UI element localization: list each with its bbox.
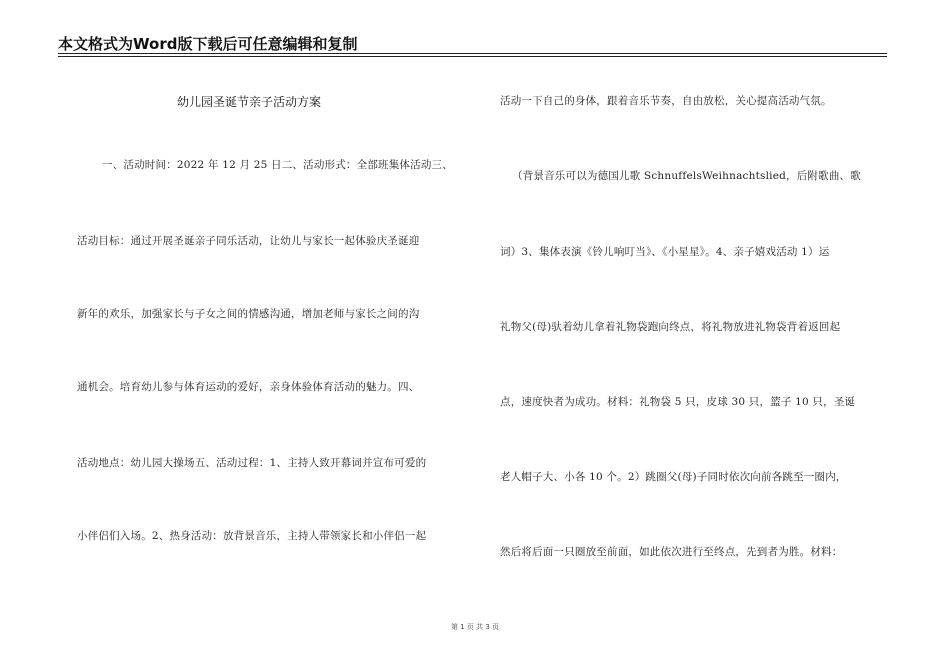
left-column-line: 活动目标：通过开展圣诞亲子同乐活动，让幼儿与家长一起体验庆圣诞迎 <box>77 235 420 247</box>
document-title: 幼儿园圣诞节亲子活动方案 <box>177 95 322 109</box>
page-number-footer: 第 1 页 共 3 页 <box>450 623 500 631</box>
right-column-line: 活动一下自己的身体，跟着音乐节奏，自由放松，关心提高活动气氛。 <box>500 95 832 107</box>
left-column-line: 一、活动时间：2022 年 12 月 25 日二、活动形式：全部班集体活动三、 <box>102 159 453 171</box>
left-column-line: 活动地点：幼儿园大操场五、活动过程：1、主持人致开幕词并宣布可爱的 <box>77 457 427 469</box>
right-column-line: 点，速度快者为成功。材料：礼物袋 5 只，皮球 30 只，篮子 10 只，圣诞 <box>500 396 856 408</box>
left-column-line: 新年的欢乐，加强家长与子女之间的情感沟通，增加老师与家长之间的沟 <box>77 308 420 320</box>
header-rule-bottom <box>58 56 887 57</box>
right-column-line: （背景音乐可以为德国儿歌 SchnuffelsWeihnachtslied，后附歌曲、歌 <box>512 170 861 182</box>
right-column-line: 礼物父(母)驮着幼儿拿着礼物袋跑向终点，将礼物放进礼物袋背着返回起 <box>500 321 841 333</box>
left-column-line: 小伴侣们入场。2、热身活动：放背景音乐，主持人带领家长和小伴侣一起 <box>77 530 427 542</box>
right-column-line: 然后将后面一只圈放至前面，如此依次进行至终点，先到者为胜。材料： <box>500 546 843 558</box>
header-rule-top <box>58 53 887 54</box>
left-column-line: 通机会。培育幼儿参与体育运动的爱好，亲身体验体育活动的魅力。四、 <box>77 381 420 393</box>
document-header-banner: 本文格式为Word版下载后可任意编辑和复制 <box>58 35 358 53</box>
right-column-line: 词）3、集体表演《铃儿响叮当》、《小星星》。4、亲子嬉戏活动 1）运 <box>500 246 830 258</box>
right-column-line: 老人帽子大、小各 10 个。2）跳圈父(母)子同时依次向前各跳至一圈内， <box>500 471 847 483</box>
